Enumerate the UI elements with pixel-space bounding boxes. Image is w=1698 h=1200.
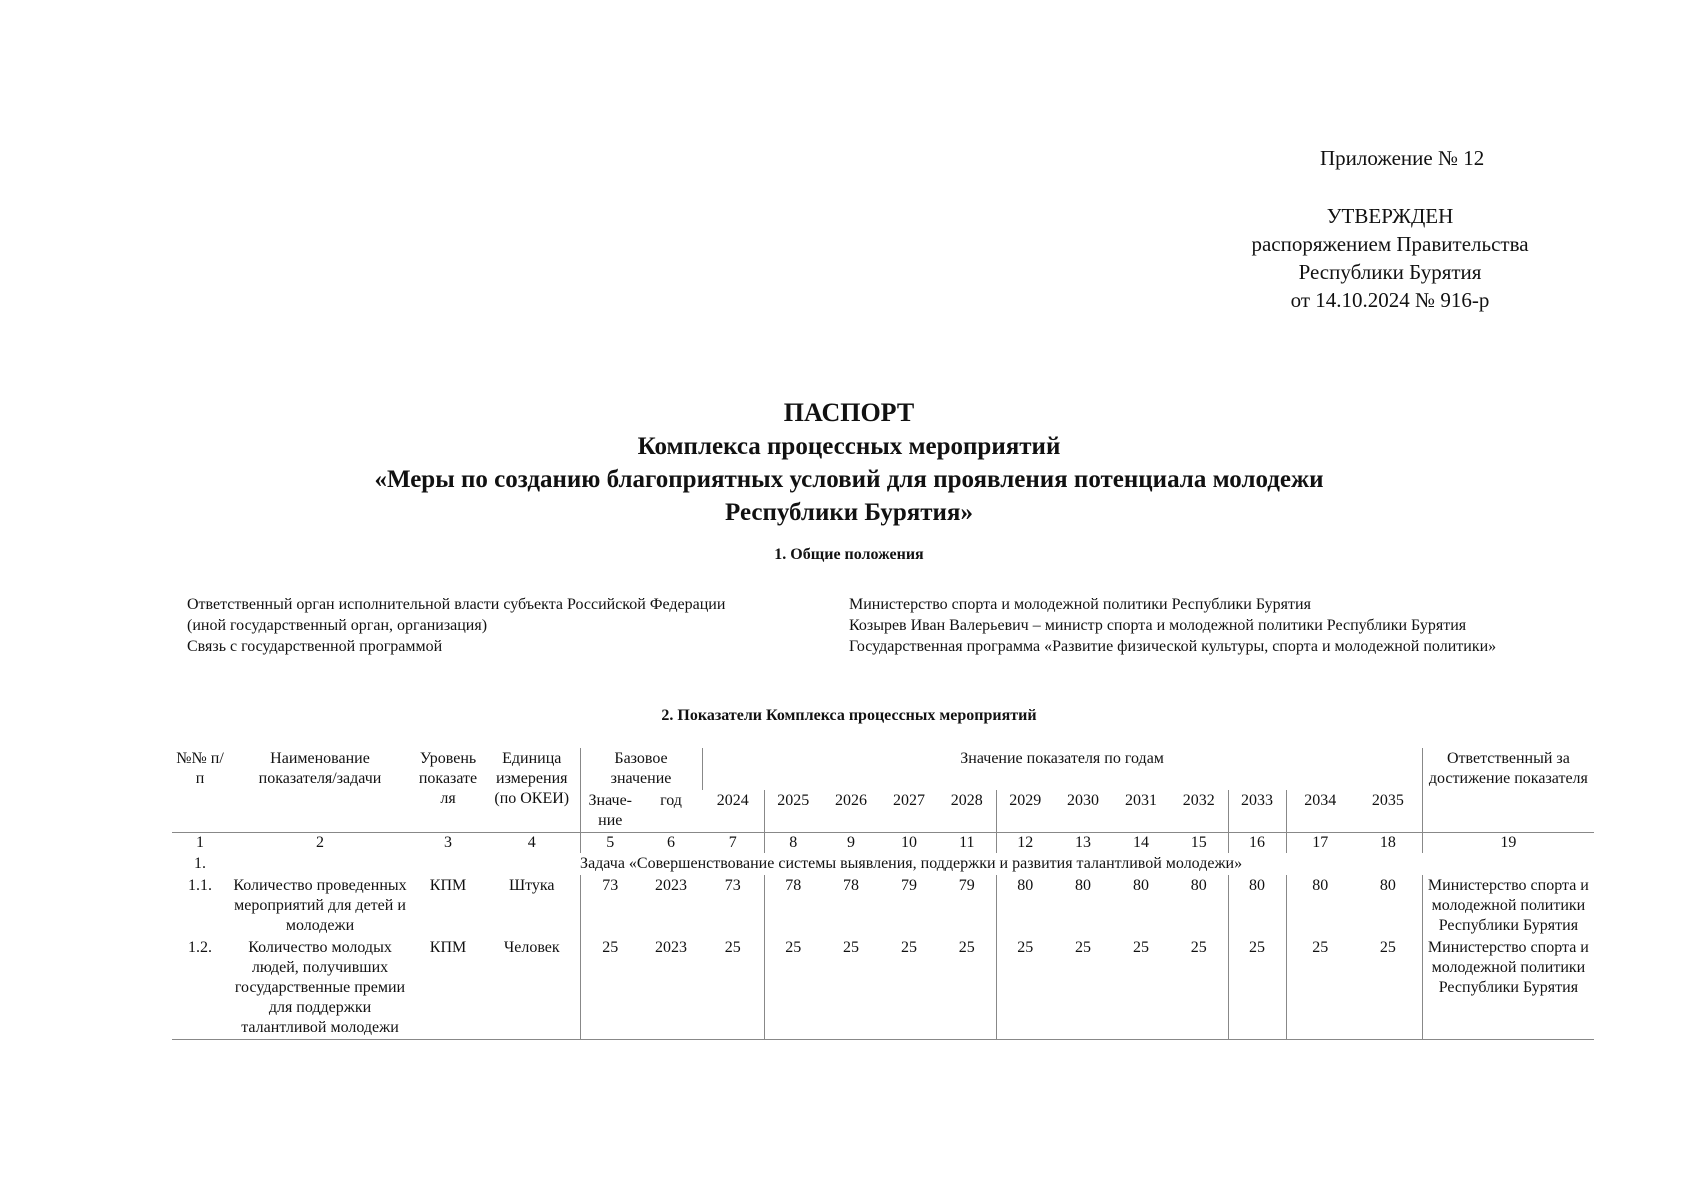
header-base-year: год (660, 792, 682, 809)
row-value: 79 (901, 877, 918, 894)
header-year: 2024 (716, 792, 749, 809)
approval-line: распоряжением Правительства (1251, 232, 1529, 256)
row-unit: Штука (508, 877, 555, 894)
header-year: 2032 (1182, 792, 1215, 809)
header-year: 2026 (835, 792, 868, 809)
col-number: 19 (1422, 833, 1594, 854)
header-year: 2035 (1371, 792, 1404, 809)
col-number: 11 (938, 833, 996, 854)
col-number: 3 (412, 833, 484, 854)
col-number: 7 (702, 833, 764, 854)
header-year: 2031 (1125, 792, 1158, 809)
row-base-year: 2023 (640, 937, 702, 1040)
col-number: 9 (822, 833, 880, 854)
row-value: 25 (938, 937, 996, 1040)
row-responsible: Министерство спорта и молодежной политики Республики Бурятия (1422, 875, 1594, 937)
row-value: 25 (764, 937, 822, 1040)
row-value: 80 (1286, 875, 1354, 937)
row-value: 25 (1286, 937, 1354, 1040)
header-unit: Единица измерения (по ОКЕИ) (494, 750, 570, 807)
row-unit: Человек (484, 937, 580, 1040)
row-value: 25 (1112, 937, 1170, 1040)
row-value: 25 (1354, 937, 1422, 1040)
col-number: 8 (764, 833, 822, 854)
table-row (172, 875, 1594, 937)
general-label: (иной государственный орган, организация) (187, 617, 488, 634)
header-base-value: Значе- ние (580, 790, 640, 833)
appendix-label: Приложение № 12 (1320, 146, 1485, 170)
row-value: 80 (1379, 877, 1396, 894)
general-value: Министерство спорта и молодежной политики Республики Бурятия (849, 596, 1311, 613)
task-text: Задача «Совершенствование системы выявления, поддержки и развития талантливой молодежи» (580, 855, 1243, 872)
header-row (172, 748, 1594, 790)
general-value: Государственная программа «Развитие физической культуры, спорта и молодежной политики» (849, 638, 1497, 655)
row-value: 25 (822, 937, 880, 1040)
row-value: 79 (958, 877, 975, 894)
general-values (849, 594, 1569, 657)
row-value: 80 (996, 875, 1054, 937)
task-num: 1. (194, 855, 206, 872)
title-line: Республики Бурятия» (725, 499, 973, 526)
col-number: 4 (484, 833, 580, 854)
general-label: Ответственный орган исполнительной власти субъекта Российской Федерации (187, 596, 726, 613)
row-base-value: 73 (580, 875, 640, 937)
title-line: Комплекса процессных мероприятий (637, 433, 1061, 460)
col-number: 10 (880, 833, 938, 854)
header-year: 2029 (996, 790, 1054, 833)
row-value: 25 (1228, 937, 1286, 1040)
row-value: 25 (880, 937, 938, 1040)
general-value: Козырев Иван Валерьевич – министр спорта и молодежной политики Республики Бурятия (849, 617, 1467, 634)
header-years-group: Значение показателя по годам (702, 748, 1422, 790)
header-num: №№ п/п (176, 750, 224, 787)
general-label: Связь с государственной программой (187, 638, 443, 655)
row-level: КПМ (412, 937, 484, 1040)
row-value: 25 (702, 937, 764, 1040)
header-name: Наименование показателя/задачи (258, 750, 382, 787)
col-number: 2 (228, 833, 412, 854)
row-value: 25 (1170, 937, 1228, 1040)
row-num: 1.2. (172, 937, 228, 1040)
section-heading: 2. Показатели Комплекса процессных мероприятий (661, 707, 1037, 724)
title-line: «Меры по созданию благоприятных условий для проявления потенциала молодежи (374, 466, 1324, 493)
col-number: 18 (1354, 833, 1422, 854)
col-number: 6 (640, 833, 702, 854)
task-row (172, 853, 1594, 875)
approval-stamp (1240, 202, 1540, 314)
col-number: 1 (172, 833, 228, 854)
row-value: 80 (1075, 877, 1092, 894)
row-level: КПМ (429, 877, 467, 894)
header-year: 2027 (893, 792, 926, 809)
section-heading: 1. Общие положения (774, 546, 924, 563)
col-number: 15 (1170, 833, 1228, 854)
row-value: 80 (1133, 877, 1150, 894)
row-base-value: 25 (580, 937, 640, 1040)
row-base-year: 2023 (655, 877, 687, 894)
row-value: 25 (1054, 937, 1112, 1040)
header-year: 2030 (1067, 792, 1100, 809)
row-value: 73 (724, 877, 741, 894)
general-labels (187, 594, 827, 657)
row-value: 78 (764, 875, 822, 937)
approval-line: от 14.10.2024 № 916-р (1290, 288, 1490, 312)
approval-line: Республики Бурятия (1298, 260, 1482, 284)
header-base: Базовое значение (580, 748, 702, 790)
column-numbers-row (172, 833, 1594, 854)
row-responsible: Министерство спорта и молодежной политики Республики Бурятия (1422, 937, 1594, 1040)
col-number: 14 (1112, 833, 1170, 854)
col-number: 16 (1228, 833, 1286, 854)
col-number: 12 (996, 833, 1054, 854)
col-number: 17 (1286, 833, 1354, 854)
table-row (172, 937, 1594, 1040)
approval-line: УТВЕРЖДЕН (1326, 204, 1454, 228)
header-year: 2028 (950, 792, 983, 809)
col-number: 5 (580, 833, 640, 854)
row-name: Количество молодых людей, получивших государственные премии для поддержки талантливой молодежи (228, 937, 412, 1040)
row-value: 80 (1228, 875, 1286, 937)
header-year: 2034 (1286, 790, 1354, 833)
row-value: 25 (996, 937, 1054, 1040)
header-responsible: Ответственный за достижение показателя (1422, 748, 1594, 833)
header-level: Уровень показате ля (418, 750, 478, 807)
header-year: 2025 (764, 790, 822, 833)
row-name: Количество проведенных мероприятий для детей и молодежи (233, 877, 407, 934)
col-number: 13 (1054, 833, 1112, 854)
row-num: 1.1. (188, 877, 212, 894)
row-value: 78 (843, 877, 860, 894)
document-title (0, 396, 1698, 529)
title-line: ПАСПОРТ (783, 398, 915, 427)
indicators-table (172, 748, 1594, 1040)
header-year: 2033 (1228, 790, 1286, 833)
row-value: 80 (1190, 877, 1207, 894)
